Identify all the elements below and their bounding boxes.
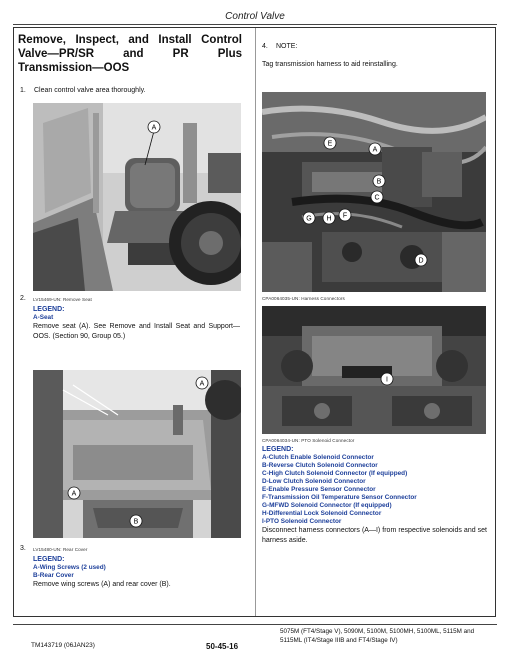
rear-cover-callout-a2 [67,486,81,500]
footer-divider [13,624,497,625]
step-2-legend-item: A-Seat [33,314,54,321]
rear-cover-callout-a2-label: A [71,490,77,498]
step-4-legend-item-c: C-High Clutch Solenoid Connector (If equipped) [262,470,408,477]
step-4-note-label: NOTE: [276,43,298,50]
seat-photo [33,103,241,291]
step-4-note-text: Tag transmission harness to aid reinstalling. [262,61,398,68]
step-3 [33,555,240,590]
step-3-number: 3. [20,545,26,552]
step-1-text: Clean control valve area thoroughly. [34,87,146,94]
harness-callout-e [323,136,337,150]
footer-models: 5075M (FT4/Stage V), 5090M, 5100M, 5100MH, 5100ML, 5115M and 5115ML (IT4/Stage IIIB and FT4/Stage IV) [280,628,475,644]
rear-cover-photo [33,370,241,538]
step-1-number: 1. [20,87,26,94]
harness-photo-caption: CPA0064035-UN: Harness Connectors [262,296,345,301]
seat-callout-a-label: A [151,124,157,132]
step-4-legend-item-f: F-Transmission Oil Temperature Sensor Connector [262,494,417,501]
harness-callout-a-label: A [372,146,378,154]
section-title-line-1: Remove, Inspect, and Install Control [18,34,242,46]
rear-cover-callout-a1 [195,376,209,390]
harness-callout-g-label: G [306,215,312,223]
step-4-legend-item-d: D-Low Clutch Solenoid Connector [262,478,366,485]
step-2-number: 2. [20,295,26,302]
step-1 [20,86,245,95]
harness-callout-f-label: F [342,212,348,220]
rear-cover-caption: LV15480-UN: Rear Cover [33,547,88,552]
harness-callout-b [372,174,386,188]
step-3-legend-item-a: A-Wing Screws (2 used) [33,564,106,571]
step-2-legend-heading: LEGEND: [33,306,65,313]
step-2 [33,305,240,341]
harness-callout-d-label: D [418,257,424,265]
rear-cover-callout-b [129,514,143,528]
harness-callout-c-label: C [374,194,380,202]
step-3-legend-heading: LEGEND: [33,556,65,563]
step-4-note [262,42,487,51]
step-4-legend-item-a: A-Clutch Enable Solenoid Connector [262,454,374,461]
pto-callout-i [380,372,394,386]
step-2-text: Remove seat (A). See Remove and Install Seat and Support—OOS. (Section 90, Group 05.) [33,323,240,340]
harness-callout-h [322,211,336,225]
harness-callout-a [368,142,382,156]
section-title [18,33,242,75]
step-4-legend [262,445,487,545]
harness-callout-h-label: H [326,215,332,223]
section-title-line-3: Transmission—OOS [18,62,130,74]
pto-callout-i-label: I [386,376,388,384]
harness-callout-d [414,253,428,267]
step-4-text: Disconnect harness connectors (A—I) from respective solenoids and set harness aside. [262,527,487,544]
rear-cover-callout-b-label: B [133,518,139,526]
harness-callout-c [370,190,384,204]
step-3-legend-item-b: B-Rear Cover [33,572,74,579]
pto-solenoid-photo [262,306,486,434]
step-4-number: 4. [262,43,268,50]
step-4-legend-item-g: G-MFWD Solenoid Connector (If equipped) [262,502,392,509]
step-4-legend-item-b: B-Reverse Clutch Solenoid Connector [262,462,378,469]
column-divider [255,28,256,616]
seat-photo-caption: LV15469-UN: Remove Seat [33,297,92,302]
footer-page-number: 50-45-16 [206,642,239,651]
rear-cover-callout-a1-label: A [199,380,205,388]
harness-callout-g [302,211,316,225]
step-4-legend-heading: LEGEND: [262,446,294,453]
header-divider [13,24,497,25]
page-header-title: Control Valve [225,11,285,22]
step-4-legend-item-e: E-Enable Pressure Sensor Connector [262,486,376,493]
harness-callout-f [338,208,352,222]
harness-callout-e-label: E [327,140,333,148]
step-4-legend-item-i: I-PTO Solenoid Connector [262,518,342,525]
footer-doc-id: TM143719 (06JAN23) [31,642,95,649]
harness-callout-b-label: B [376,178,382,186]
pto-photo-caption: CPA0064034-UN: PTO Solenoid Connector [262,438,355,443]
step-4-legend-item-h: H-Differential Lock Solenoid Connector [262,510,382,517]
seat-callout-a [139,119,169,167]
step-3-text: Remove wing screws (A) and rear cover (B). [33,581,171,588]
section-title-line-2: Valve—PR/SR and PR Plus [18,48,242,60]
